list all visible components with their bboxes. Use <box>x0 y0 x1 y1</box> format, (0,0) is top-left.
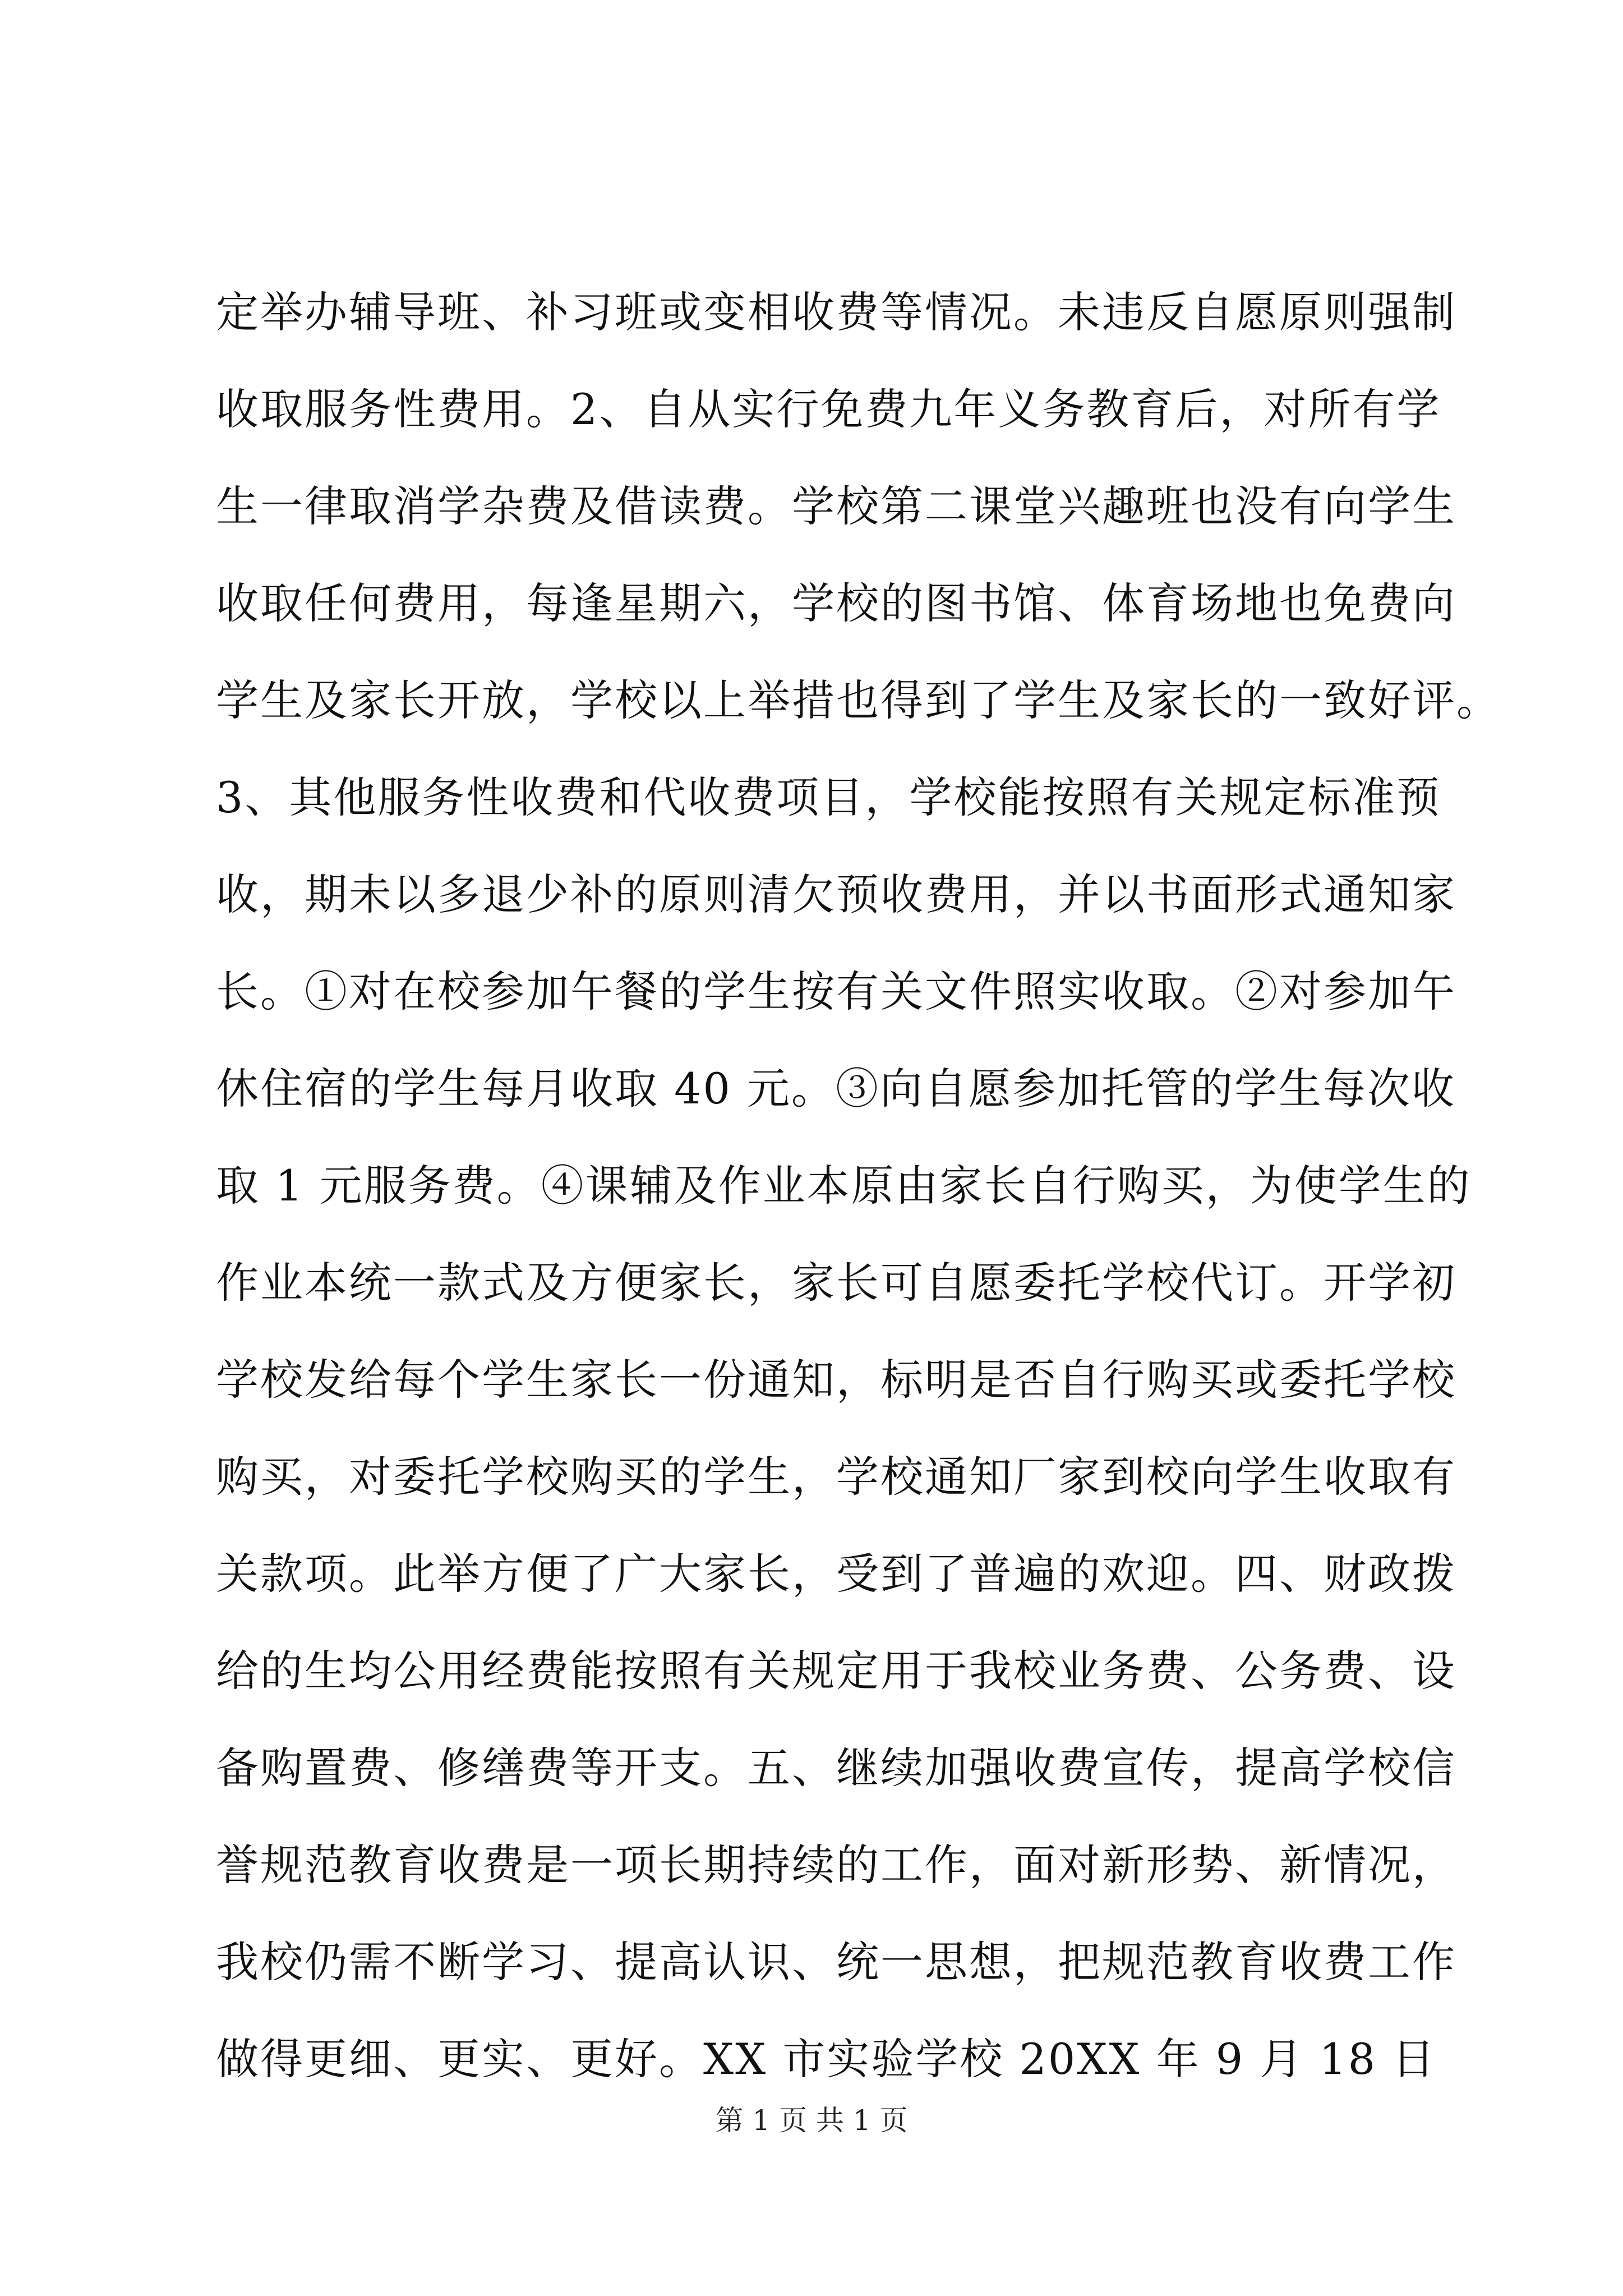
text-line: 关款项。此举方便了广大家长，受到了普遍的欢迎。四、财政拨 <box>216 1549 1456 1599</box>
text-line: 誉规范教育收费是一项长期持续的工作，面对新形势、新情况， <box>216 1840 1456 1890</box>
text-line: 收，期未以多退少补的原则清欠预收费用，并以书面形式通知家 <box>216 869 1456 919</box>
page-number-label: 第 1 页 共 1 页 <box>715 2104 908 2137</box>
text-line: 购买，对委托学校购买的学生，学校通知厂家到校向学生收取有 <box>216 1452 1456 1502</box>
text-line: 学生及家长开放，学校以上举措也得到了学生及家长的一致好评。 <box>216 675 1501 725</box>
text-line: 收取任何费用，每逢星期六，学校的图书馆、体育场地也免费向 <box>216 578 1456 628</box>
text-line: 给的生均公用经费能按照有关规定用于我校业务费、公务费、设 <box>216 1646 1456 1696</box>
text-line: 备购置费、修缮费等开支。五、继续加强收费宣传，提高学校信 <box>216 1743 1456 1793</box>
text-line: 取 1 元服务费。④课辅及作业本原由家长自行购买，为使学生的 <box>216 1161 1472 1211</box>
text-line: 收取服务性费用。2、自从实行免费九年义务教育后，对所有学 <box>216 384 1441 434</box>
page-footer <box>0 2101 1623 2140</box>
text-line: 我校仍需不断学习、提高认识、统一思想，把规范教育收费工作 <box>216 1937 1456 1987</box>
text-line: 生一律取消学杂费及借读费。学校第二课堂兴趣班也没有向学生 <box>216 481 1456 531</box>
text-line: 学校发给每个学生家长一份通知，标明是否自行购买或委托学校 <box>216 1355 1456 1405</box>
text-line: 休住宿的学生每月收取 40 元。③向自愿参加托管的学生每次收 <box>216 1064 1456 1114</box>
text-line: 定举办辅导班、补习班或变相收费等情况。未违反自愿原则强制 <box>216 287 1456 337</box>
document-body <box>216 264 1501 2108</box>
text-line-last: 做得更细、更实、更好。XX 市实验学校 20XX 年 9 月 18 日 <box>216 2034 1437 2084</box>
text-line: 作业本统一款式及方便家长，家长可自愿委托学校代订。开学初 <box>216 1258 1456 1308</box>
text-line: 长。①对在校参加午餐的学生按有关文件照实收取。②对参加午 <box>216 967 1456 1016</box>
text-line: 3、其他服务性收费和代收费项目，学校能按照有关规定标准预 <box>216 772 1441 822</box>
